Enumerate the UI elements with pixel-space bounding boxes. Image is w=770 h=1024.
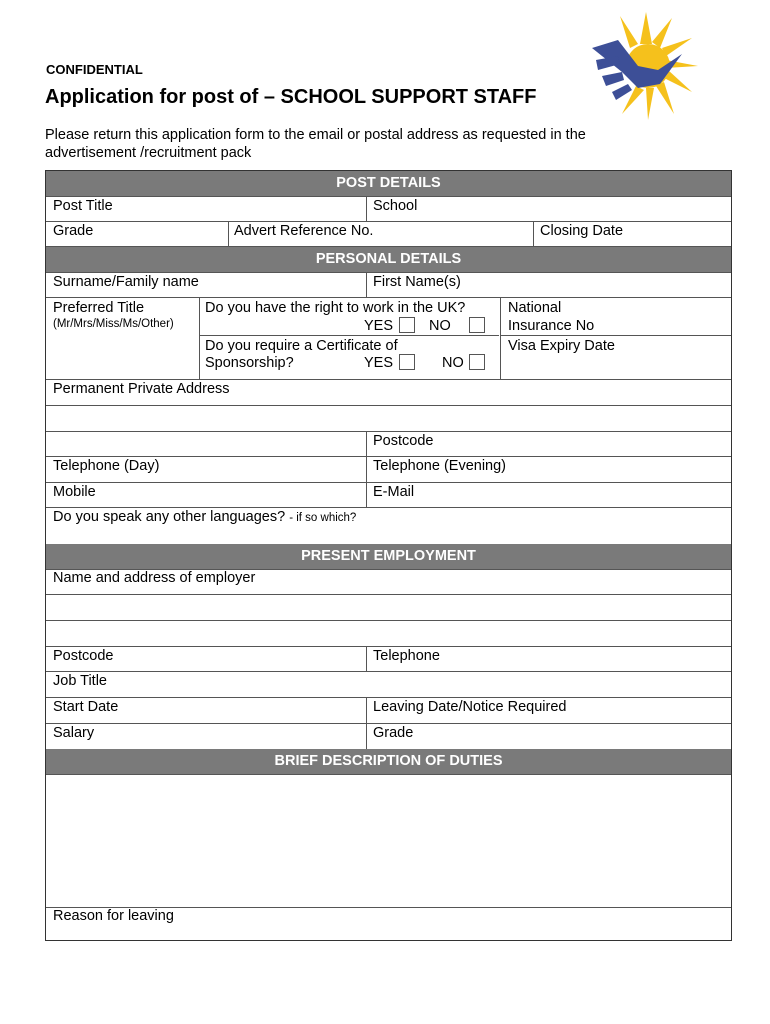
divider-line xyxy=(46,196,731,197)
languages-question: Do you speak any other languages? xyxy=(53,509,286,525)
ni-label-line1: National xyxy=(508,300,562,316)
languages-field[interactable] xyxy=(53,509,356,525)
preferred-title-field[interactable]: Preferred Title xyxy=(53,300,145,316)
page-title: Application for post of – SCHOOL SUPPORT STAFF xyxy=(45,86,537,108)
surname-field[interactable]: Surname/Family name xyxy=(53,274,199,290)
employment-grade-field[interactable]: Grade xyxy=(373,725,414,741)
right-to-work-no-checkbox[interactable] xyxy=(469,317,485,333)
divider-line xyxy=(46,456,731,457)
email-field[interactable]: E-Mail xyxy=(373,484,415,500)
divider-line xyxy=(366,697,367,749)
employer-postcode-field[interactable]: Postcode xyxy=(53,648,114,664)
grade-field[interactable]: Grade xyxy=(53,223,94,239)
intro-text: Please return this application form to the email or postal address as requested in the advertisement /recruitment pack xyxy=(45,127,586,161)
reason-for-leaving-field[interactable]: Reason for leaving xyxy=(53,908,174,924)
mobile-field[interactable]: Mobile xyxy=(53,484,96,500)
divider-line xyxy=(366,431,367,507)
divider-line xyxy=(46,431,731,432)
preferred-title-hint: (Mr/Mrs/Miss/Ms/Other) xyxy=(53,318,174,330)
divider-line xyxy=(500,297,501,379)
section-header-personal-details: PERSONAL DETAILS xyxy=(46,247,731,272)
start-date-field[interactable]: Start Date xyxy=(53,699,119,715)
right-to-work-question: Do you have the right to work in the UK? xyxy=(205,300,466,316)
section-header-duties: BRIEF DESCRIPTION OF DUTIES xyxy=(46,749,731,774)
employer-field[interactable]: Name and address of employer xyxy=(53,570,256,586)
divider-line xyxy=(46,482,731,483)
divider-line xyxy=(228,221,229,246)
postcode-field[interactable]: Postcode xyxy=(373,433,434,449)
divider-line xyxy=(46,594,731,595)
divider-line xyxy=(500,335,731,336)
divider-line xyxy=(366,646,367,671)
sponsorship-yes-label: YES xyxy=(364,355,394,371)
right-to-work-yes-checkbox[interactable] xyxy=(399,317,415,333)
divider-line xyxy=(46,723,731,724)
divider-line xyxy=(46,671,731,672)
duties-textarea[interactable] xyxy=(46,775,731,907)
divider-line xyxy=(46,272,731,273)
divider-line xyxy=(46,620,731,621)
telephone-evening-field[interactable]: Telephone (Evening) xyxy=(373,458,507,474)
school-field[interactable]: School xyxy=(373,198,418,214)
telephone-day-field[interactable]: Telephone (Day) xyxy=(53,458,160,474)
sponsorship-no-label: NO xyxy=(442,355,464,371)
job-title-field[interactable]: Job Title xyxy=(53,673,107,689)
sponsorship-yes-checkbox[interactable] xyxy=(399,354,415,370)
post-title-field[interactable]: Post Title xyxy=(53,198,113,214)
section-header-post-details: POST DETAILS xyxy=(46,171,731,196)
divider-line xyxy=(46,297,731,298)
divider-line xyxy=(46,646,731,647)
leaving-date-field[interactable]: Leaving Date/Notice Required xyxy=(373,699,567,715)
section-header-present-employment: PRESENT EMPLOYMENT xyxy=(46,544,731,569)
divider-line xyxy=(46,697,731,698)
confidential-label: CONFIDENTIAL xyxy=(46,62,143,77)
divider-line xyxy=(199,297,200,379)
sponsorship-question-line1: Do you require a Certificate of xyxy=(205,338,398,354)
divider-line xyxy=(46,221,731,222)
divider-line xyxy=(366,196,367,221)
divider-line xyxy=(533,221,534,246)
sponsorship-question-line2: Sponsorship? xyxy=(205,355,294,371)
sponsorship-no-checkbox[interactable] xyxy=(469,354,485,370)
divider-line xyxy=(46,379,731,380)
divider-line xyxy=(366,272,367,297)
right-to-work-no-label: NO xyxy=(429,318,451,334)
first-names-field[interactable]: First Name(s) xyxy=(373,274,461,290)
divider-line xyxy=(199,335,499,336)
closing-date-field[interactable]: Closing Date xyxy=(540,223,624,239)
national-insurance-field[interactable]: Insurance No xyxy=(508,318,595,334)
address-field[interactable]: Permanent Private Address xyxy=(53,381,230,397)
sun-bird-logo-icon xyxy=(588,10,700,122)
divider-line xyxy=(46,507,731,508)
application-form xyxy=(45,170,732,941)
visa-expiry-field[interactable]: Visa Expiry Date xyxy=(508,338,615,354)
salary-field[interactable]: Salary xyxy=(53,725,95,741)
divider-line xyxy=(46,405,731,406)
employer-telephone-field[interactable]: Telephone xyxy=(373,648,440,664)
right-to-work-yes-label: YES xyxy=(364,318,394,334)
languages-hint: - if so which? xyxy=(289,512,357,524)
advert-reference-field[interactable]: Advert Reference No. xyxy=(234,223,374,239)
